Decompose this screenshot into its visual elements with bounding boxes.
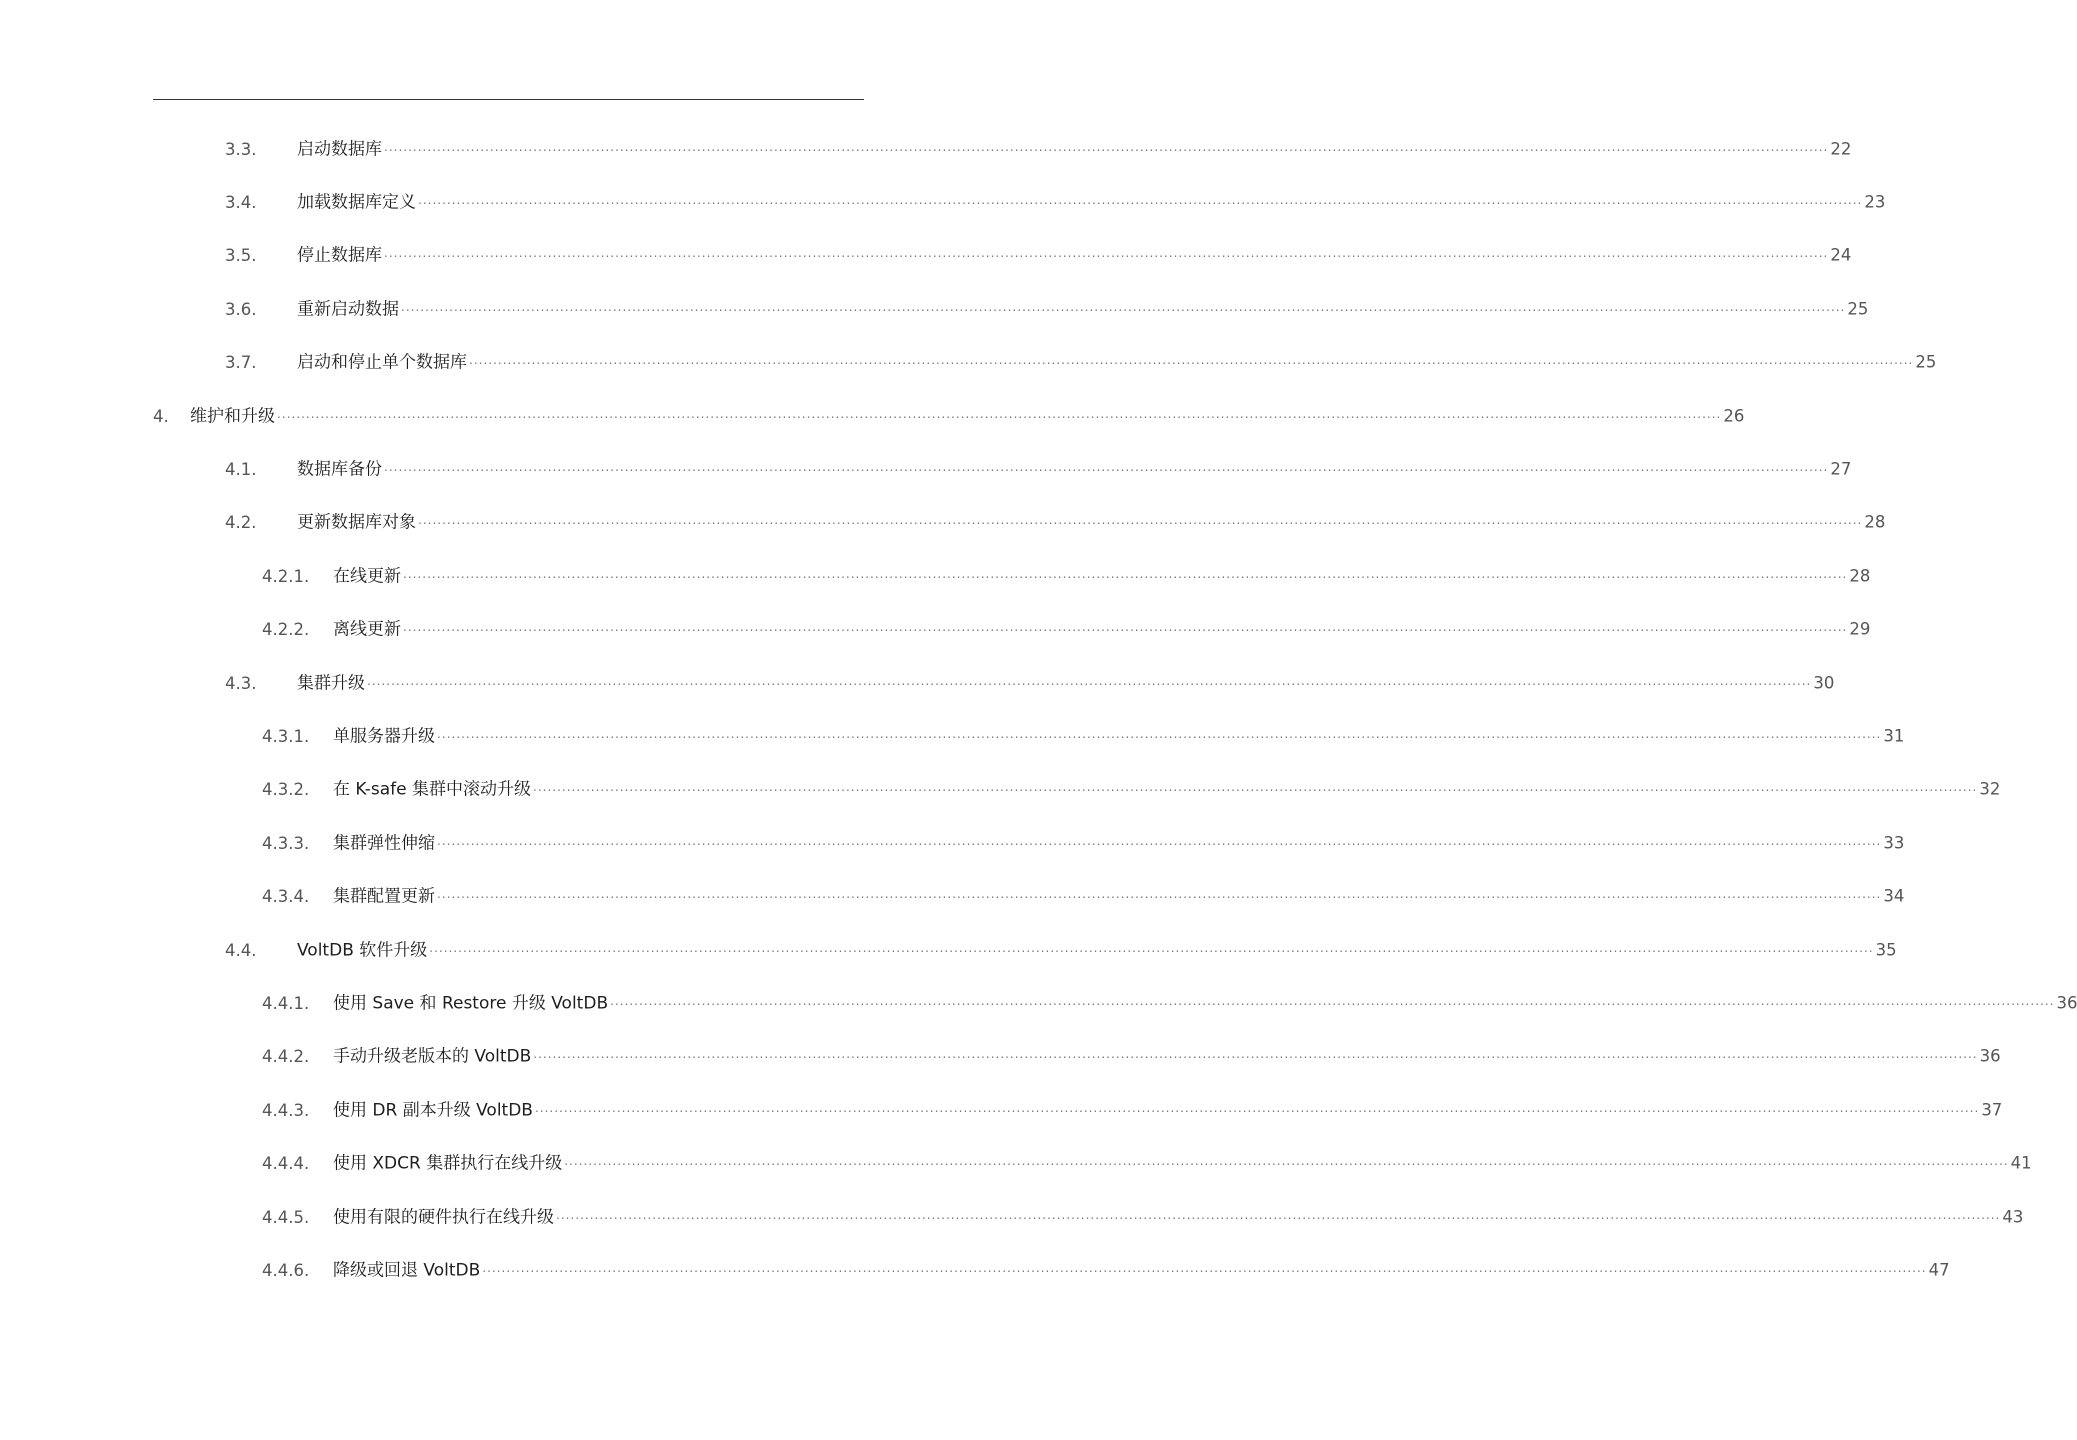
toc-entry-page-number: 23 [1864,192,1886,212]
toc-entry-number: 3.5. [225,246,257,266]
toc-entry-title[interactable]: 集群升级 [297,673,365,694]
toc-entry[interactable] [0,443,1852,496]
toc-entry[interactable] [0,337,1937,390]
toc-entry-body[interactable] [190,406,1745,427]
toc-entry-body[interactable] [297,245,1852,267]
toc-entry-title[interactable]: 集群弹性伸缩 [333,833,435,854]
toc-entry[interactable] [0,817,1905,870]
toc-entry-page-number: 35 [1875,940,1897,960]
toc-entry-body[interactable] [297,940,1897,961]
toc-entry-number: 4.3.3. [262,833,310,853]
toc-entry-body[interactable] [333,1153,2032,1175]
toc-entry-body[interactable] [333,619,1871,641]
toc-entry-body[interactable] [297,673,1835,694]
toc-dot-leader: ············································································································································································································································································································ [610,997,2055,1012]
toc-entry-body[interactable] [297,512,1886,534]
toc-entry-page-number: 28 [1849,566,1871,586]
toc-entry-title[interactable]: 使用 Save 和 Restore 升级 VoltDB [333,993,609,1014]
toc-entry-number: 4. [153,406,169,426]
toc-entry-title[interactable]: 单服务器升级 [333,726,435,747]
toc-entry[interactable] [0,230,1852,283]
toc-entry-title[interactable]: 离线更新 [333,619,401,640]
toc-entry-body[interactable] [333,726,1905,747]
toc-entry-page-number: 25 [1915,352,1937,372]
toc-entry-title[interactable]: 降级或回退 VoltDB [333,1260,481,1281]
toc-entry-number: 4.3.4. [262,887,310,907]
toc-dot-leader: ············································································································································································································································································································ [384,143,1829,158]
toc-entry-page-number: 25 [1847,299,1869,319]
toc-entry-title[interactable]: 数据库备份 [297,459,382,480]
toc-entry-number: 4.4. [225,940,257,960]
toc-dot-leader: ············································································································································································································································································································ [403,570,1848,585]
toc-dot-leader: ············································································································································································································································································································ [556,1211,2001,1225]
toc-entry-body[interactable] [333,1100,2003,1121]
toc-entry-page-number: 34 [1883,886,1905,906]
toc-entry-body[interactable] [333,779,2001,801]
toc-entry-number: 4.4.6. [262,1260,310,1280]
toc-entry-number: 4.3.2. [262,780,310,800]
toc-entry-number: 3.4. [225,193,257,213]
toc-entry[interactable] [0,550,1871,603]
toc-entry-page-number: 22 [1830,139,1852,159]
toc-entry[interactable] [0,657,1835,710]
toc-entry[interactable] [0,1137,2032,1190]
toc-entry-body[interactable] [333,1207,2024,1228]
toc-entry[interactable] [0,977,2077,1030]
toc-dot-leader: ············································································································································································································································································································ [384,249,1829,264]
toc-entry-title[interactable]: 加载数据库定义 [297,192,416,213]
toc-entry-body[interactable] [297,192,1886,214]
toc-entry-number: 4.3. [225,673,257,693]
toc-entry-number: 4.4.3. [262,1100,310,1120]
toc-entry-number: 4.4.5. [262,1207,310,1227]
toc-entry[interactable] [0,710,1905,763]
toc-dot-leader: ············································································································································································································································································································ [418,196,1863,211]
toc-entry-body[interactable] [333,833,1905,854]
toc-dot-leader: ············································································································································································································································································································ [437,837,1882,852]
toc-entry[interactable] [0,870,1905,923]
toc-entry-number: 4.4.4. [262,1154,310,1174]
toc-dot-leader: ············································································································································································································································································································ [534,1104,1980,1119]
toc-entry-number: 4.3.1. [262,726,310,746]
toc-entry-page-number: 27 [1830,459,1852,479]
toc-dot-leader: ············································································································································································································································································································ [277,410,1722,425]
header-rule [153,99,864,100]
toc-entry-number: 3.7. [225,353,257,373]
toc-entry-body[interactable] [297,459,1852,481]
toc-entry[interactable] [0,283,1869,336]
toc-entry-page-number: 32 [1979,779,2001,799]
toc-entry-body[interactable] [333,993,2077,1014]
toc-entry-title[interactable]: 使用 XDCR 集群执行在线升级 [333,1153,563,1174]
toc-entry-page-number: 31 [1883,726,1905,746]
toc-entry-page-number: 37 [1981,1100,2003,1120]
toc-dot-leader: ············································································································································································································································································································ [533,1050,1978,1065]
toc-dot-leader: ············································································································································································································································································································ [564,1157,2009,1172]
toc-entry-number: 4.2.2. [262,620,310,640]
toc-entry-title[interactable]: 停止数据库 [297,245,382,266]
toc-entry-page-number: 29 [1849,619,1871,639]
toc-entry-page-number: 36 [2056,993,2077,1013]
toc-entry-page-number: 24 [1830,245,1852,265]
toc-entry-number: 4.4.1. [262,993,310,1013]
toc-entry[interactable] [0,1084,2003,1137]
toc-entry-page-number: 26 [1723,406,1745,426]
toc-entry-page-number: 36 [1979,1046,2001,1066]
toc-dot-leader: ············································································································································································································································································································ [403,623,1848,638]
toc-entry-page-number: 47 [1928,1260,1950,1280]
toc-dot-leader: ············································································································································································································································································································ [482,1264,1927,1279]
toc-dot-leader: ············································································································································································································································································································ [401,303,1846,318]
toc-entry-page-number: 30 [1813,673,1835,693]
toc-entry-title[interactable]: 在线更新 [333,566,401,587]
toc-entry-body[interactable] [297,352,1937,374]
table-of-contents [0,123,2077,1298]
toc-entry[interactable] [0,1031,2001,1084]
toc-entry-page-number: 41 [2010,1153,2032,1173]
toc-entry-title[interactable]: 在 K-safe 集群中滚动升级 [333,779,532,800]
toc-entry[interactable] [0,1191,2024,1244]
toc-entry-page-number: 33 [1883,833,1905,853]
toc-entry-body[interactable] [333,1260,1950,1281]
toc-entry-number: 3.6. [225,299,257,319]
toc-entry-body[interactable] [333,886,1905,908]
toc-entry-title[interactable]: 使用有限的硬件执行在线升级 [333,1207,554,1227]
toc-entry-title[interactable]: 启动和停止单个数据库 [297,352,467,373]
toc-entry-number: 4.2.1. [262,566,310,586]
toc-entry-page-number: 28 [1864,512,1886,532]
toc-dot-leader: ············································································································································································································································································································ [469,356,1914,371]
toc-entry-number: 4.1. [225,460,257,480]
toc-entry-title[interactable]: 维护和升级 [190,406,275,427]
toc-entry-number: 3.3. [225,139,257,159]
toc-dot-leader: ············································································································································································································································································································ [437,890,1882,905]
toc-dot-leader: ············································································································································································································································································································ [429,944,1874,959]
toc-entry-title[interactable]: 手动升级老版本的 VoltDB [333,1046,532,1067]
toc-entry[interactable] [0,924,1897,977]
toc-entry[interactable] [0,123,1852,176]
toc-entry-title[interactable]: VoltDB 软件升级 [297,940,428,961]
toc-entry[interactable] [0,497,1886,550]
toc-entry-title[interactable]: 集群配置更新 [333,886,435,907]
toc-entry-title[interactable]: 启动数据库 [297,139,382,160]
toc-dot-leader: ············································································································································································································································································································ [418,516,1863,531]
toc-entry[interactable] [0,176,1886,229]
toc-entry[interactable] [0,1244,1950,1297]
toc-entry-body[interactable] [297,299,1869,320]
toc-entry-title[interactable]: 重新启动数据 [297,299,399,320]
toc-entry-body[interactable] [333,566,1871,587]
toc-entry[interactable] [0,390,1745,443]
toc-entry-body[interactable] [297,139,1852,160]
toc-entry-title[interactable]: 使用 DR 副本升级 VoltDB [333,1100,533,1121]
toc-entry[interactable] [0,764,2001,817]
toc-entry-page-number: 43 [2002,1207,2024,1226]
toc-entry-body[interactable] [333,1046,2001,1068]
toc-dot-leader: ············································································································································································································································································································ [437,730,1882,745]
toc-dot-leader: ············································································································································································································································································································ [533,783,1978,798]
toc-entry-number: 4.2. [225,513,257,533]
toc-dot-leader: ············································································································································································································································································································ [384,463,1829,478]
toc-entry-title[interactable]: 更新数据库对象 [297,512,416,533]
toc-entry-number: 4.4.2. [262,1047,310,1067]
toc-dot-leader: ············································································································································································································································································································ [367,677,1812,692]
toc-entry[interactable] [0,604,1871,657]
